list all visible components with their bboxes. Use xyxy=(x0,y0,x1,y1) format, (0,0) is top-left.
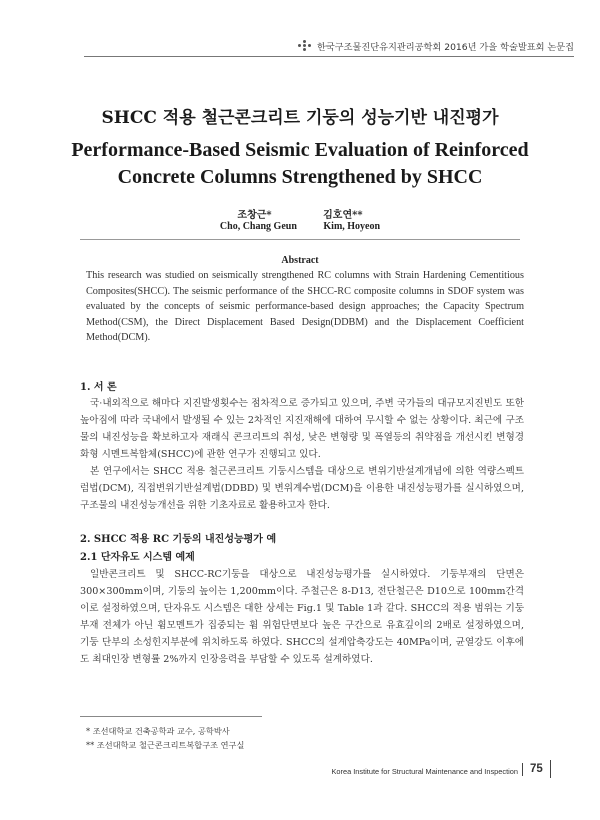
section-2-heading: 2. SHCC 적용 RC 기둥의 내진성능평가 예 xyxy=(80,534,277,545)
footer-tick-mark xyxy=(550,760,551,778)
korean-title: SHCC 적용 철근콘크리트 기둥의 성능기반 내진평가 xyxy=(101,108,499,128)
footnote-1: * 조선대학교 건축공학과 교수, 공학박사 xyxy=(86,726,230,736)
section-2-1-paragraph-text: 일반콘크리트 및 SHCC-RC기둥을 대상으로 내진성능평가를 실시하였다. 기둥부재의 단면은 300×300mm이며, 기둥의 높이는 1,200mm이다. 주철근은 8-D13, 전단철근은 D10으로 100mm간격이로 설정하였으며, 단자유도 시스템은 대한 상세는 Fig.1 및 Table 1과 같다. SHCC의 적용 범위는 기둥부재 전체가 아닌 휨모멘트가 집중되는 휨 위험단면보다 높은 구간으로 유효깊이의 2배로 설정하였으며, 기둥 단부의 소성힌지부분에 위치하도록 하였다. SHCC의 설계압축강도는 40MPa이며, 균열강도 이후에도 최대인장 변형률 2%까지 인장응력을 부담할 수 있도록 설계하였다. xyxy=(80,569,524,665)
footnote-divider xyxy=(80,716,262,717)
section-1-paragraph-2: 본 연구에서는 SHCC 적용 철근콘크리트 기둥시스템을 대상으로 변위기반설계개념에 의한 역량스펙트럼법(DCM), 직접변위기반설계법(DDBD) 및 변위계수법(DCM)을 이용한 내진성능평가를 실시하였으며, 구조물의 내진성능개선을 위한 기초자료로 활용하고자 한다. xyxy=(80,466,524,511)
journal-logo-icon xyxy=(298,40,312,52)
abstract-body: This research was studied on seismically strengthened RC columns with Strain Hardening Cementitious Composites(SHCC). The seismic performance of the SHCC-RC composite columns in SDOF system was evaluated by the concepts of seismic performance-based design approaches; the Capacity Spectrum Method(CSM), the Direct Displacement Based Design(DDBM) and the Displacement Coefficient Method(DCM). xyxy=(86,270,524,343)
section-2-1-paragraph xyxy=(80,566,524,668)
journal-title: 한국구조물진단유지관리공학회 2016년 가을 학술발표회 논문집 xyxy=(317,42,574,53)
journal-header xyxy=(298,39,574,53)
page-number: 75 xyxy=(530,763,543,775)
section-1-heading: 1. 서 론 xyxy=(80,382,117,393)
section-1-paragraph-1: 국·내외적으로 해마다 지진발생횟수는 점차적으로 증가되고 있으며, 주변 국가들의 대규모지진빈도 또한 높아짐에 따라 국내에서 발생될 수 있는 2차적인 지진재해에 대하여 무시할 수 없는 상황이다. 최근에 구조물의 내진성능을 확보하고자 재래식 콘크리트의 취성, 낮은 변형량 및 폭열등의 취약점을 개선시킨 변형경화형 시멘트복합체(SHCC)에 관한 연구가 진행되고 있다. xyxy=(80,398,524,460)
english-title xyxy=(0,137,600,191)
footer-institute: Korea Institute for Structural Maintenance and Inspection xyxy=(331,767,518,776)
authors-korean xyxy=(0,206,600,221)
english-title-line-2: Concrete Columns Strengthened by SHCC xyxy=(117,166,483,188)
header-divider xyxy=(84,56,574,57)
abstract-heading: Abstract xyxy=(281,255,319,266)
authors-english xyxy=(0,221,600,232)
author-2-korean: 김호연** xyxy=(323,210,363,221)
footer-separator xyxy=(522,763,523,776)
footnote-2: ** 조선대학교 철근콘크리트복합구조 연구실 xyxy=(86,740,245,750)
section-1-body xyxy=(80,395,524,514)
author-2-english: Kim, Hoyeon xyxy=(323,221,381,232)
author-1-english: Cho, Chang Geun xyxy=(219,221,297,232)
section-2-1-heading: 2.1 단자유도 시스템 예제 xyxy=(80,552,195,563)
author-1-korean: 조창근* xyxy=(237,210,272,221)
english-title-line-1: Performance-Based Seismic Evaluation of Reinforced xyxy=(71,139,529,161)
title-divider xyxy=(80,239,520,240)
